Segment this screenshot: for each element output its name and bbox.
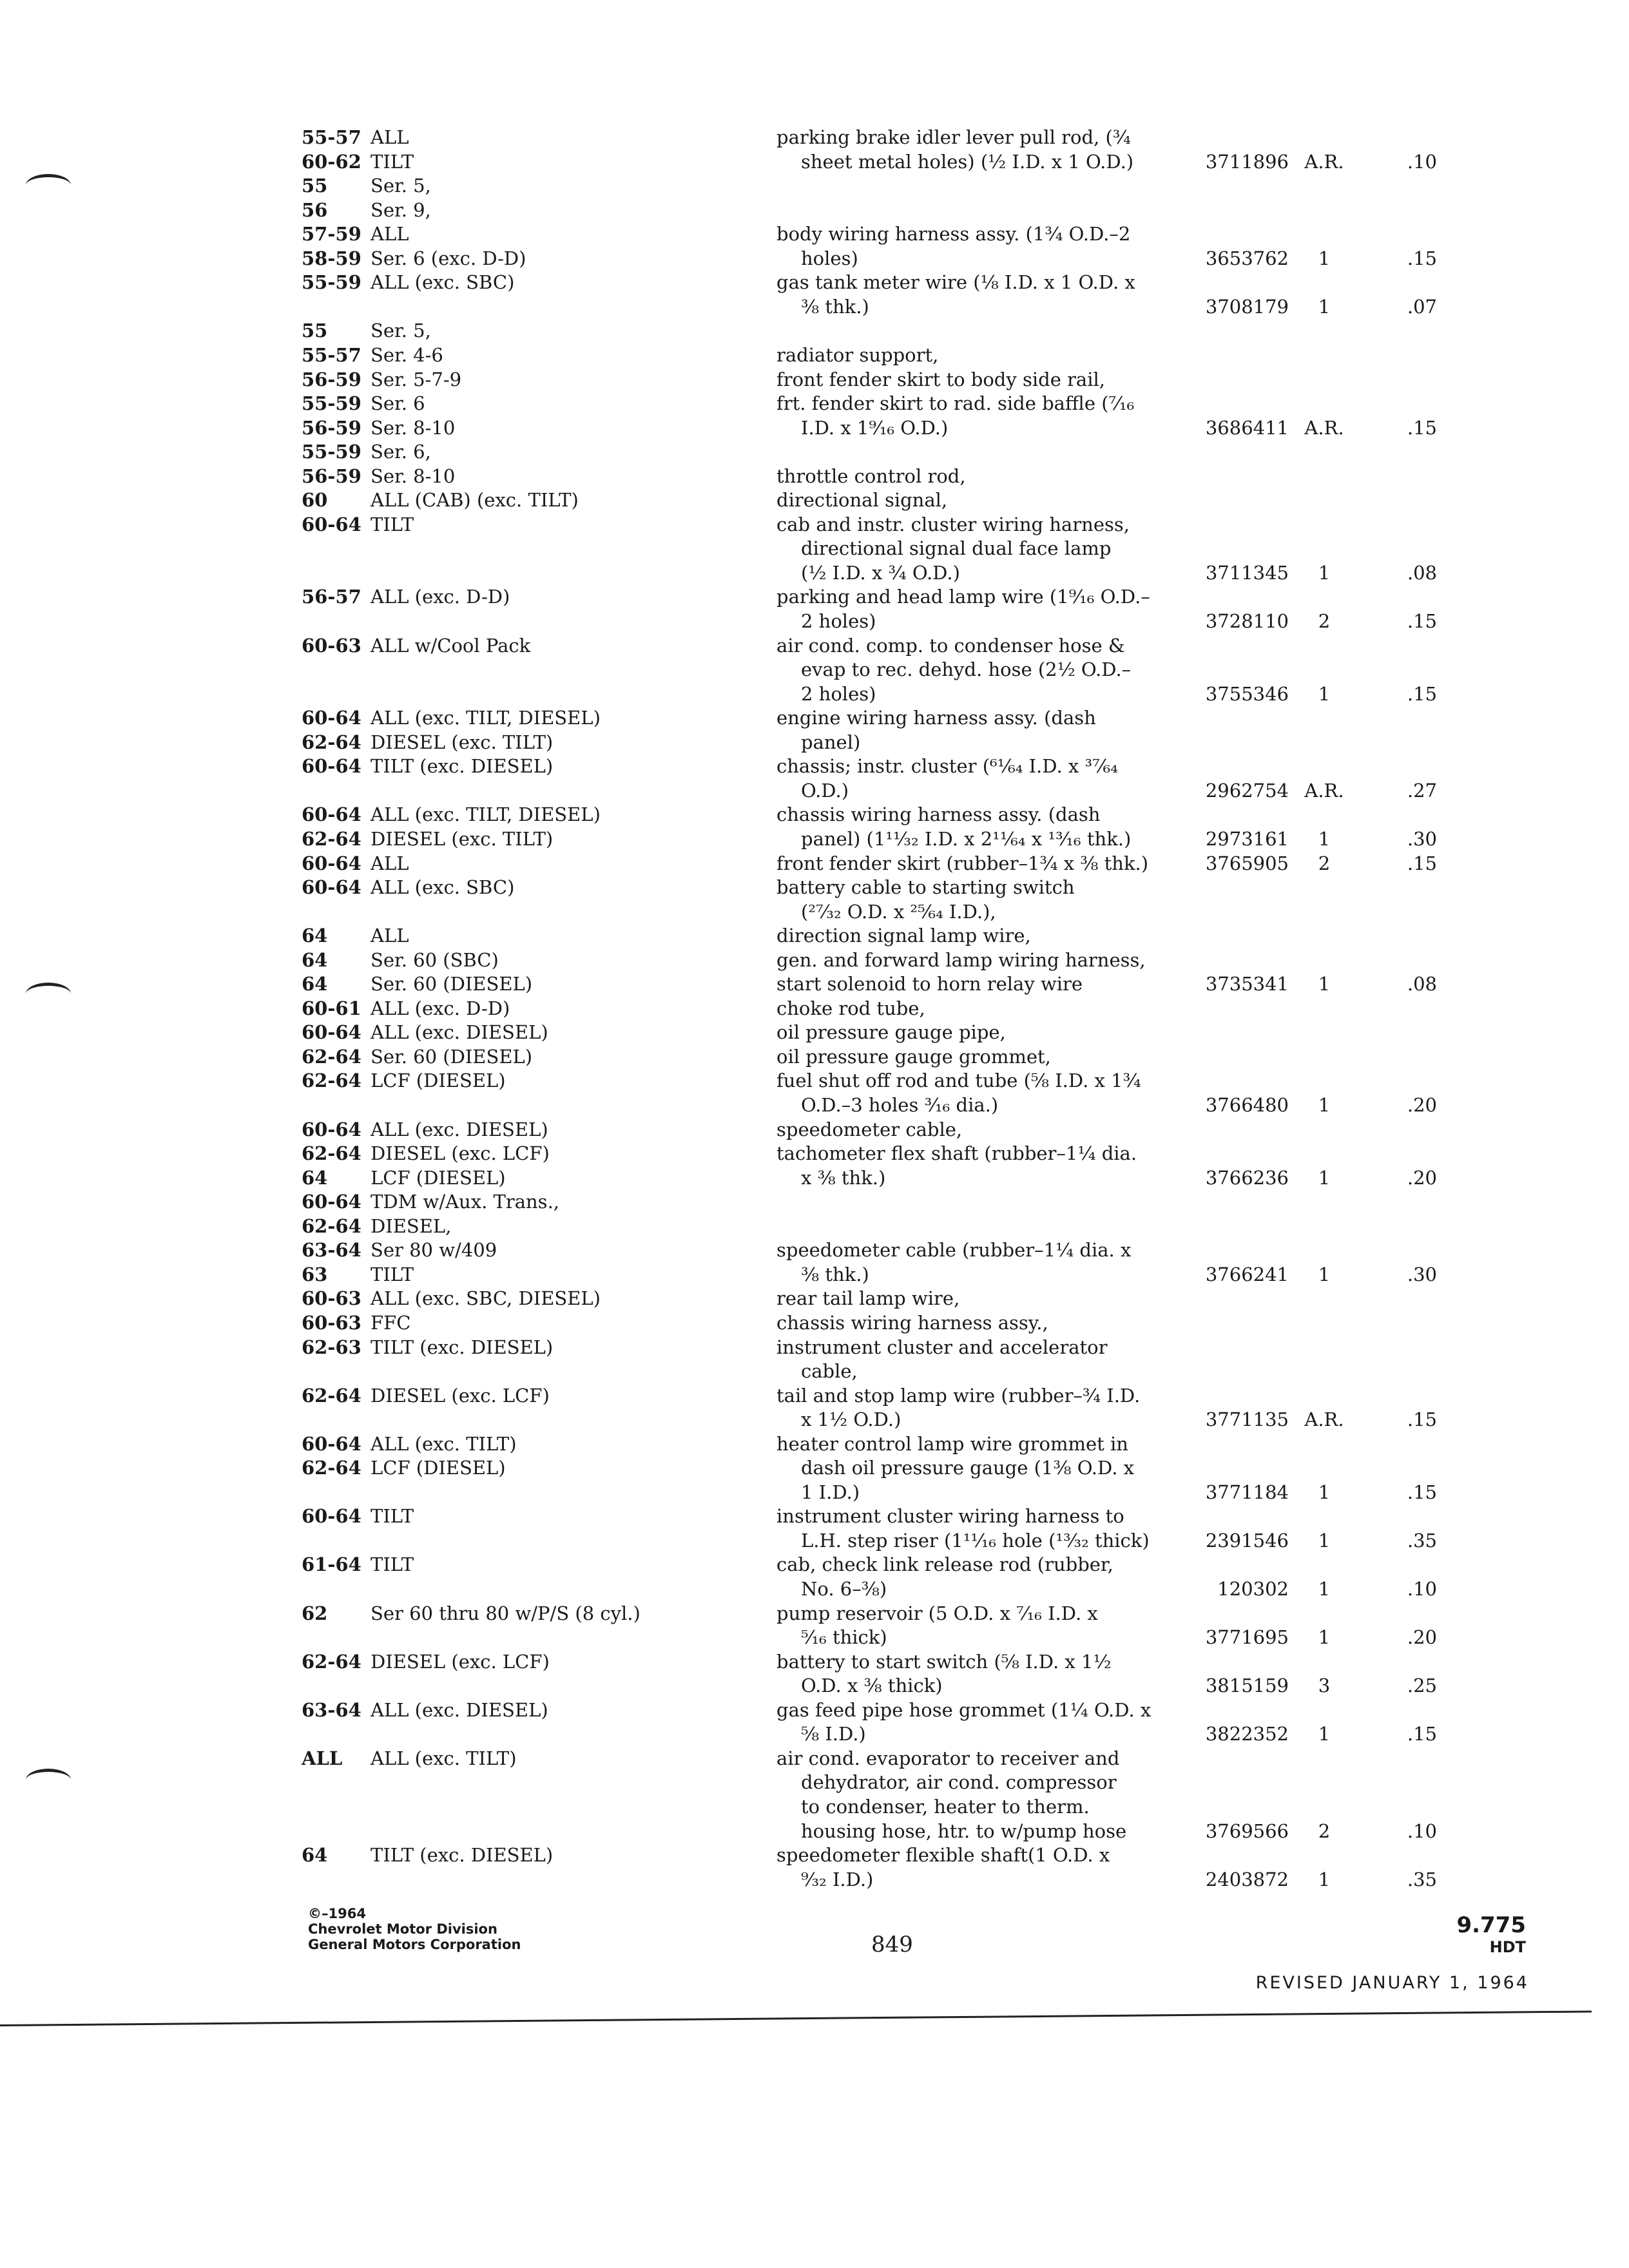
year-range: 58-59 (302, 247, 361, 269)
description: front fender skirt (rubber–1¾ x ⅜ thk.) (776, 852, 1149, 874)
price: .15 (1407, 682, 1437, 705)
quantity: 1 (1318, 973, 1331, 995)
application: ALL (exc. DIESEL) (371, 1698, 548, 1721)
price: .07 (1407, 295, 1437, 318)
description: O.D.–3 holes ³⁄₁₆ dia.) (801, 1094, 999, 1116)
price: .15 (1407, 1408, 1437, 1431)
year-range: 63 (302, 1263, 328, 1285)
price: .30 (1407, 827, 1437, 850)
part-number: 3822352 (1205, 1723, 1289, 1745)
part-number: 3771135 (1205, 1408, 1289, 1431)
description: speedometer cable, (776, 1118, 963, 1140)
part-number: 3735341 (1205, 973, 1289, 995)
description: dehydrator, air cond. compressor (801, 1771, 1117, 1794)
application: Ser. 6 (exc. D-D) (371, 247, 526, 269)
application: ALL (exc. SBC, DIESEL) (371, 1287, 601, 1310)
quantity: 1 (1318, 1166, 1331, 1189)
application: Ser. 6, (371, 441, 431, 463)
application: ALL (exc. TILT) (371, 1432, 517, 1455)
application: ALL (exc. TILT, DIESEL) (371, 803, 601, 826)
description: oil pressure gauge grommet, (776, 1045, 1051, 1068)
description: battery cable to starting switch (776, 876, 1075, 899)
year-range: 62-64 (302, 1070, 361, 1092)
year-range: 55 (302, 175, 328, 197)
quantity: 1 (1318, 1868, 1331, 1890)
year-range: 60-64 (302, 707, 361, 729)
year-range: 56-59 (302, 416, 361, 439)
application: TILT (371, 513, 414, 535)
description: ⅝ I.D.) (801, 1723, 866, 1745)
year-range: 62-64 (302, 827, 361, 850)
quantity: A.R. (1304, 779, 1344, 802)
description: rear tail lamp wire, (776, 1287, 960, 1310)
description: pump reservoir (5 O.D. x ⁷⁄₁₆ I.D. x (776, 1602, 1098, 1624)
application: TILT (371, 1505, 414, 1528)
description: to condenser, heater to therm. (801, 1795, 1090, 1818)
price: .15 (1407, 1481, 1437, 1503)
application: FFC (371, 1311, 411, 1334)
application: ALL (exc. DIESEL) (371, 1021, 548, 1044)
application: Ser 60 thru 80 w/P/S (8 cyl.) (371, 1602, 641, 1624)
price: .27 (1407, 779, 1437, 802)
application: DIESEL, (371, 1215, 452, 1237)
part-number: 3765905 (1205, 852, 1289, 874)
copyright: ©–1964 (308, 1906, 366, 1921)
application: ALL (exc. TILT) (371, 1747, 517, 1769)
part-number: 3728110 (1205, 610, 1289, 632)
year-range: 56-57 (302, 586, 361, 608)
section-sub: HDT (1489, 1938, 1526, 1956)
year-range: 56 (302, 198, 328, 221)
part-number: 3711345 (1205, 561, 1289, 584)
year-range: 60-64 (302, 755, 361, 778)
description: chassis wiring harness assy., (776, 1311, 1048, 1334)
description: tail and stop lamp wire (rubber–¾ I.D. (776, 1384, 1141, 1407)
part-number: 3766480 (1205, 1094, 1289, 1116)
section-code: 9.775 (1456, 1912, 1526, 1938)
application: ALL (exc. D-D) (371, 997, 510, 1019)
year-range: 60-64 (302, 876, 361, 899)
description: chassis; instr. cluster (⁶¹⁄₆₄ I.D. x ³⁷⁄₆₄ (776, 755, 1118, 778)
quantity: 1 (1318, 827, 1331, 850)
year-range: 62-64 (302, 1142, 361, 1165)
year-range: 60-64 (302, 852, 361, 874)
description: tachometer flex shaft (rubber–1¼ dia. (776, 1142, 1137, 1165)
part-number: 3815159 (1205, 1675, 1289, 1697)
description: fuel shut off rod and tube (⅝ I.D. x 1¾ (776, 1070, 1141, 1092)
description: choke rod tube, (776, 997, 925, 1019)
description: gas feed pipe hose grommet (1¼ O.D. x (776, 1698, 1152, 1721)
description: front fender skirt to body side rail, (776, 368, 1105, 390)
description: panel) (1¹¹⁄₃₂ I.D. x 2¹¹⁄₆₄ x ¹³⁄₁₆ thk.) (801, 827, 1132, 850)
part-number: 3708179 (1205, 295, 1289, 318)
application: ALL (371, 126, 409, 148)
description: 2 holes) (801, 682, 876, 705)
description: battery to start switch (⅝ I.D. x 1½ (776, 1650, 1112, 1673)
part-number: 3771695 (1205, 1626, 1289, 1649)
quantity: 3 (1318, 1675, 1331, 1697)
application: Ser. 60 (SBC) (371, 948, 499, 971)
quantity: 1 (1318, 682, 1331, 705)
application: Ser. 4-6 (371, 343, 443, 366)
application: ALL (exc. TILT, DIESEL) (371, 707, 601, 729)
description: engine wiring harness assy. (dash (776, 707, 1096, 729)
year-range: 64 (302, 925, 328, 947)
year-range: 60-63 (302, 1311, 361, 1334)
description: directional signal, (776, 489, 948, 512)
price: .20 (1407, 1094, 1437, 1116)
part-number: 3771184 (1205, 1481, 1289, 1503)
year-range: 62-64 (302, 1457, 361, 1479)
description: air cond. evaporator to receiver and (776, 1747, 1120, 1769)
quantity: 1 (1318, 295, 1331, 318)
application: Ser. 60 (DIESEL) (371, 1045, 533, 1068)
year-range: 60-64 (302, 1432, 361, 1455)
quantity: 1 (1318, 561, 1331, 584)
description: ⅜ thk.) (801, 295, 869, 318)
quantity: 2 (1318, 610, 1331, 632)
year-range: 62 (302, 1602, 328, 1624)
year-range: 64 (302, 948, 328, 971)
part-number: 2962754 (1205, 779, 1289, 802)
application: DIESEL (exc. LCF) (371, 1650, 550, 1673)
year-range: 56-59 (302, 465, 361, 487)
price: .10 (1407, 1578, 1437, 1600)
description: panel) (801, 731, 861, 753)
section-number (1456, 1912, 1526, 1956)
year-range: 55-59 (302, 392, 361, 415)
corporation: General Motors Corporation (308, 1937, 521, 1952)
price: .08 (1407, 561, 1437, 584)
description: instrument cluster and accelerator (776, 1336, 1108, 1358)
application: ALL (371, 925, 409, 947)
description: sheet metal holes) (½ I.D. x 1 O.D.) (801, 150, 1134, 173)
application: ALL w/Cool Pack (371, 634, 531, 657)
page-number: 849 (871, 1932, 913, 1957)
application: ALL (exc. DIESEL) (371, 1118, 548, 1140)
year-range: 62-64 (302, 1650, 361, 1673)
year-range: 60-64 (302, 1118, 361, 1140)
year-range: 61-64 (302, 1553, 361, 1576)
price: .20 (1407, 1626, 1437, 1649)
description: ⅜ thk.) (801, 1263, 869, 1285)
year-range: 62-64 (302, 1215, 361, 1237)
year-range: 62-63 (302, 1336, 361, 1358)
year-range: 64 (302, 973, 328, 995)
description: air cond. comp. to condenser hose & (776, 634, 1125, 657)
description: start solenoid to horn relay wire (776, 973, 1083, 995)
description: (²⁷⁄₃₂ O.D. x ²⁵⁄₆₄ I.D.), (801, 900, 996, 923)
application: DIESEL (exc. LCF) (371, 1142, 550, 1165)
description: 2 holes) (801, 610, 876, 632)
year-range: 60-64 (302, 1021, 361, 1044)
description: gen. and forward lamp wiring harness, (776, 948, 1146, 971)
part-number: 3769566 (1205, 1820, 1289, 1842)
description: parking and head lamp wire (1⁹⁄₁₆ O.D.– (776, 586, 1150, 608)
year-range: 57-59 (302, 223, 361, 245)
description: throttle control rod, (776, 465, 966, 487)
year-range: 63-64 (302, 1239, 361, 1262)
quantity: 1 (1318, 1723, 1331, 1745)
price: .15 (1407, 1723, 1437, 1745)
price: .35 (1407, 1868, 1437, 1890)
part-number: 120302 (1217, 1578, 1289, 1600)
description: dash oil pressure gauge (1⅜ O.D. x (801, 1457, 1135, 1479)
application: TILT (exc. DIESEL) (371, 755, 554, 778)
description: ⁵⁄₁₆ thick) (801, 1626, 887, 1649)
application: ALL (371, 223, 409, 245)
price: .10 (1407, 150, 1437, 173)
year-range: 60-64 (302, 513, 361, 535)
part-number: 3766241 (1205, 1263, 1289, 1285)
description: speedometer cable (rubber–1¼ dia. x (776, 1239, 1132, 1262)
price: .08 (1407, 973, 1437, 995)
year-range: 60-64 (302, 803, 361, 826)
price: .15 (1407, 247, 1437, 269)
description: x ⅜ thk.) (801, 1166, 886, 1189)
year-range: 62-64 (302, 1045, 361, 1068)
part-number: 2973161 (1205, 827, 1289, 850)
year-range: 55-57 (302, 126, 361, 148)
quantity: 1 (1318, 247, 1331, 269)
description: cab and instr. cluster wiring harness, (776, 513, 1130, 535)
description: chassis wiring harness assy. (dash (776, 803, 1101, 826)
part-number: 3755346 (1205, 682, 1289, 705)
margin-mark (26, 983, 71, 1005)
description: evap to rec. dehyd. hose (2½ O.D.– (801, 658, 1132, 681)
year-range: 60-64 (302, 1191, 361, 1213)
part-number: 3766236 (1205, 1166, 1289, 1189)
description: oil pressure gauge pipe, (776, 1021, 1006, 1044)
year-range: 60-63 (302, 634, 361, 657)
quantity: 2 (1318, 1820, 1331, 1842)
division: Chevrolet Motor Division (308, 1921, 497, 1937)
year-range: 63-64 (302, 1698, 361, 1721)
application: Ser. 5, (371, 175, 431, 197)
application: TILT (exc. DIESEL) (371, 1336, 554, 1358)
year-range: 55-59 (302, 271, 361, 294)
year-range: 55 (302, 320, 328, 342)
description: ⁹⁄₃₂ I.D.) (801, 1868, 874, 1890)
application: Ser. 8-10 (371, 416, 456, 439)
description: housing hose, htr. to w/pump hose (801, 1820, 1127, 1842)
description: body wiring harness assy. (1¾ O.D.–2 (776, 223, 1131, 245)
year-range: 62-64 (302, 1384, 361, 1407)
application: LCF (DIESEL) (371, 1070, 506, 1092)
description: x 1½ O.D.) (801, 1408, 901, 1431)
year-range: 64 (302, 1166, 328, 1189)
year-range: 62-64 (302, 731, 361, 753)
application: Ser. 9, (371, 198, 431, 221)
price: .15 (1407, 852, 1437, 874)
description: O.D. x ⅜ thick) (801, 1675, 943, 1697)
application: DIESEL (exc. TILT) (371, 731, 554, 753)
quantity: 1 (1318, 1578, 1331, 1600)
description: 1 I.D.) (801, 1481, 860, 1503)
price: .15 (1407, 416, 1437, 439)
year-range: 60-61 (302, 997, 361, 1019)
application: TDM w/Aux. Trans., (371, 1191, 560, 1213)
description: parking brake idler lever pull rod, (¾ (776, 126, 1131, 148)
application: TILT (exc. DIESEL) (371, 1844, 554, 1867)
application: Ser. 6 (371, 392, 425, 415)
application: ALL (exc. SBC) (371, 876, 515, 899)
description: directional signal dual face lamp (801, 537, 1112, 560)
part-number: 3711896 (1205, 150, 1289, 173)
description: gas tank meter wire (⅛ I.D. x 1 O.D. x (776, 271, 1135, 294)
year-range: 60-63 (302, 1287, 361, 1310)
description: L.H. step riser (1¹¹⁄₁₆ hole (¹³⁄₃₂ thick) (801, 1529, 1150, 1552)
application: LCF (DIESEL) (371, 1166, 506, 1189)
quantity: 1 (1318, 1481, 1331, 1503)
description: frt. fender skirt to rad. side baffle (⁷⁄₁₆ (776, 392, 1135, 415)
quantity: A.R. (1304, 416, 1344, 439)
quantity: A.R. (1304, 1408, 1344, 1431)
application: Ser 80 w/409 (371, 1239, 497, 1262)
quantity: A.R. (1304, 150, 1344, 173)
part-number: 3686411 (1205, 416, 1289, 439)
year-range: 60-62 (302, 150, 361, 173)
application: ALL (exc. SBC) (371, 271, 515, 294)
quantity: 1 (1318, 1094, 1331, 1116)
application: ALL (CAB) (exc. TILT) (371, 489, 579, 512)
quantity: 2 (1318, 852, 1331, 874)
publisher-block (308, 1906, 521, 1952)
application: Ser. 5, (371, 320, 431, 342)
application: Ser. 5-7-9 (371, 368, 462, 390)
quantity: 1 (1318, 1626, 1331, 1649)
price: .20 (1407, 1166, 1437, 1189)
year-range: 56-59 (302, 368, 361, 390)
price: .35 (1407, 1529, 1437, 1552)
description: cable, (801, 1360, 858, 1383)
price: .15 (1407, 610, 1437, 632)
part-number: 2403872 (1205, 1868, 1289, 1890)
year-range: 60 (302, 489, 328, 512)
description: heater control lamp wire grommet in (776, 1432, 1128, 1455)
description: (½ I.D. x ¾ O.D.) (801, 561, 960, 584)
application: Ser. 8-10 (371, 465, 456, 487)
margin-mark (26, 174, 71, 197)
margin-mark (26, 1769, 71, 1791)
application: LCF (DIESEL) (371, 1457, 506, 1479)
application: ALL (371, 852, 409, 874)
description: speedometer flexible shaft(1 O.D. x (776, 1844, 1110, 1867)
quantity: 1 (1318, 1529, 1331, 1552)
application: DIESEL (exc. TILT) (371, 827, 554, 850)
description: direction signal lamp wire, (776, 925, 1031, 947)
year-range: 64 (302, 1844, 328, 1867)
year-range: 60-64 (302, 1505, 361, 1528)
price: .25 (1407, 1675, 1437, 1697)
price: .10 (1407, 1820, 1437, 1842)
application: ALL (exc. D-D) (371, 586, 510, 608)
revised-date: REVISED JANUARY 1, 1964 (1255, 1973, 1529, 1993)
application: TILT (371, 1263, 414, 1285)
year-range: ALL (302, 1747, 343, 1769)
application: DIESEL (exc. LCF) (371, 1384, 550, 1407)
description: cab, check link release rod (rubber, (776, 1553, 1113, 1576)
part-number: 2391546 (1205, 1529, 1289, 1552)
description: O.D.) (801, 779, 849, 802)
application: TILT (371, 150, 414, 173)
description: No. 6–⅜) (801, 1578, 887, 1600)
description: holes) (801, 247, 858, 269)
year-range: 55-57 (302, 343, 361, 366)
price: .30 (1407, 1263, 1437, 1285)
year-range: 55-59 (302, 441, 361, 463)
bottom-rule (0, 2010, 1592, 2026)
description: instrument cluster wiring harness to (776, 1505, 1124, 1528)
part-number: 3653762 (1205, 247, 1289, 269)
description: I.D. x 1⁹⁄₁₆ O.D.) (801, 416, 949, 439)
application: Ser. 60 (DIESEL) (371, 973, 533, 995)
quantity: 1 (1318, 1263, 1331, 1285)
application: TILT (371, 1553, 414, 1576)
description: radiator support, (776, 343, 939, 366)
